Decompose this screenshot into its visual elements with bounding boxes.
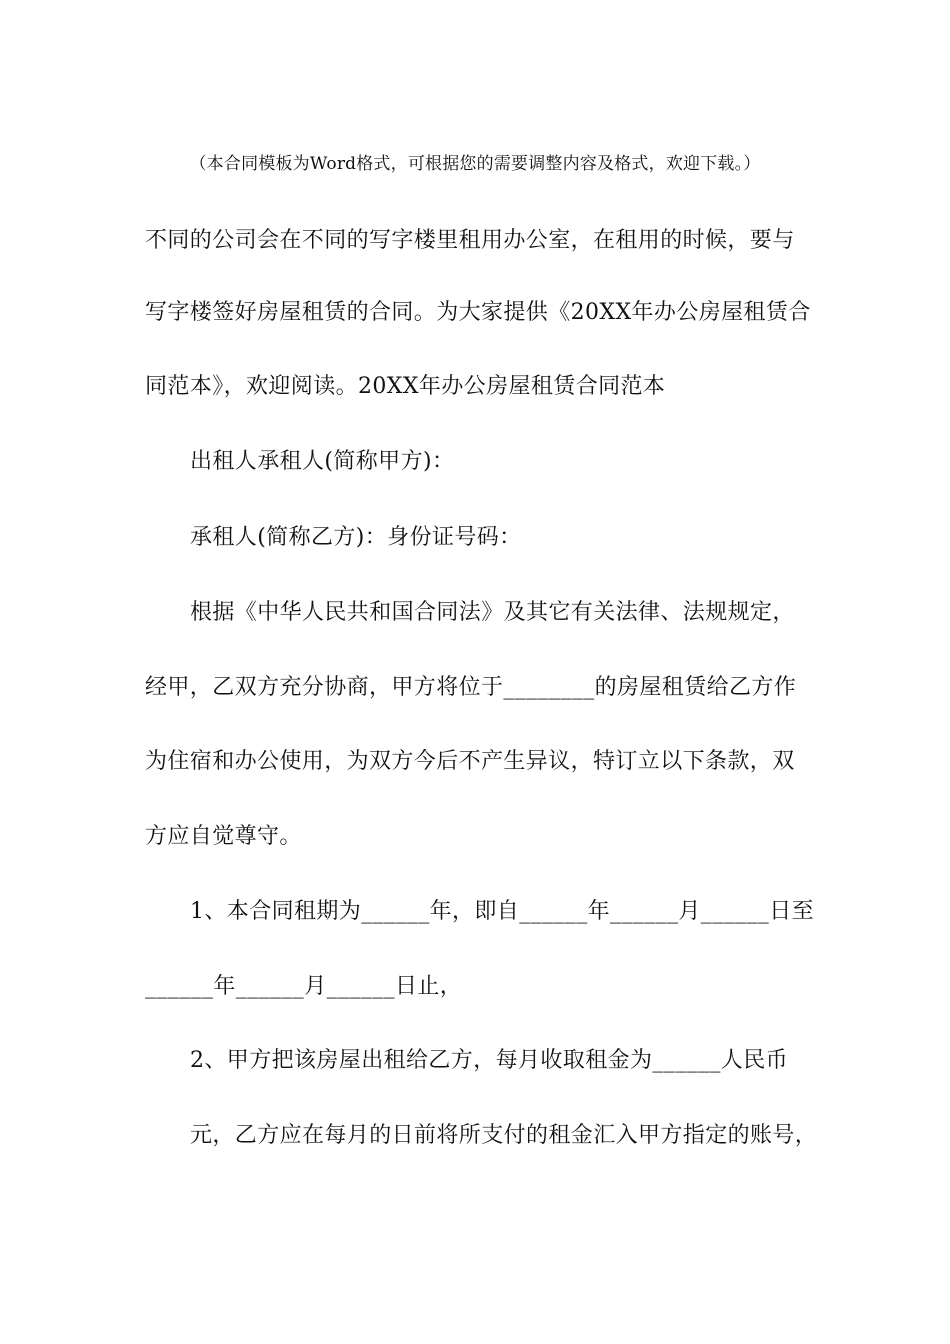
paragraph-line: 为住宿和办公使用，为双方今后不产生异议，特订立以下条款，双: [145, 749, 795, 774]
clause-2-line: 2、甲方把该房屋出租给乙方，每月收取租金为______人民币: [190, 1048, 788, 1073]
paragraph-line: 不同的公司会在不同的写字楼里租用办公室，在租用的时候，要与: [145, 228, 795, 253]
paragraph-line: 同范本》，欢迎阅读。20XX年办公房屋租赁合同范本: [145, 374, 666, 399]
lessor-line: 出租人承租人(简称甲方)：: [190, 449, 455, 474]
lessee-line: 承租人(简称乙方)：身份证号码：: [190, 525, 522, 550]
clause-1-line: 1、本合同租期为______年，即自______年______月______日至: [190, 899, 814, 924]
paragraph-line: 经甲，乙双方充分协商，甲方将位于________的房屋租赁给乙方作: [145, 675, 797, 700]
paragraph-line: 写字楼签好房屋租赁的合同。为大家提供《20XX年办公房屋租赁合: [145, 300, 811, 325]
template-note: （本合同模板为Word格式，可根据您的需要调整内容及格式，欢迎下载。）: [189, 154, 761, 174]
clause-2-line: 元，乙方应在每月的日前将所支付的租金汇入甲方指定的账号，: [190, 1123, 818, 1148]
paragraph-line: 方应自觉尊守。: [145, 824, 302, 849]
paragraph-line: 根据《中华人民共和国合同法》及其它有关法律、法规规定，: [190, 600, 795, 625]
clause-1-line: ______年______月______日止，: [145, 974, 463, 999]
